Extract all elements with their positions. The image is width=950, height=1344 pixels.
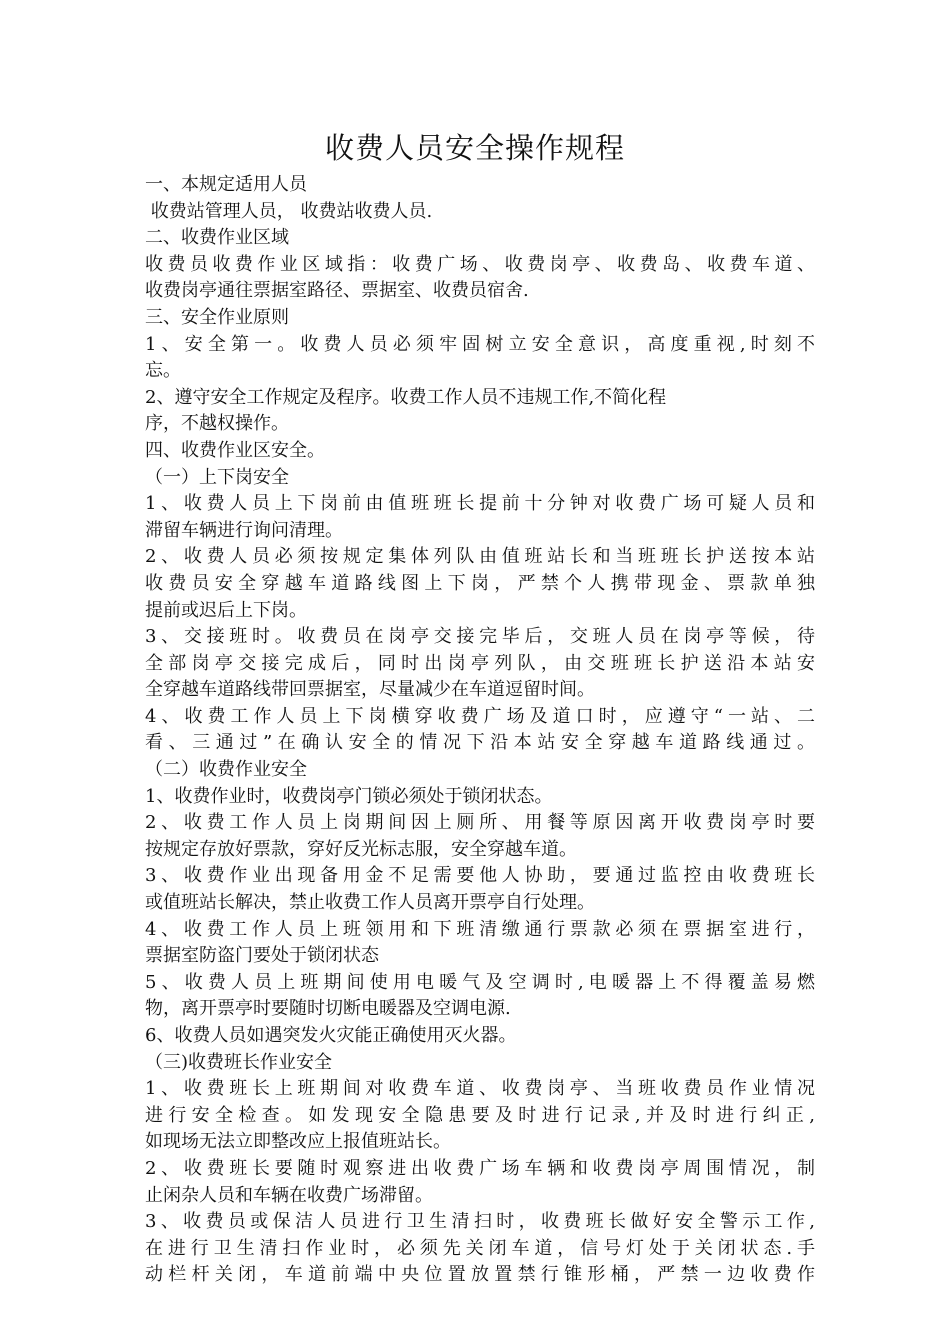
- subsection-heading-monitor-safety: （三)收费班长作业安全: [145, 1051, 333, 1073]
- text-line: 收费站管理人员， 收费站收费人员.: [145, 200, 433, 222]
- text-line: 4、收费工作人员上班领用和下班清缴通行票款必须在票据室进行，: [145, 918, 815, 940]
- text-line: 收费员安全穿越车道路线图上下岗，严禁个人携带现金、票款单独: [145, 572, 815, 594]
- text-line: 3、交接班时。收费员在岗亭交接完毕后，交班人员在岗亭等候，待: [145, 626, 815, 648]
- text-line: 3、收费作业出现备用金不足需要他人协助，要通过监控由收费班长: [145, 865, 815, 887]
- text-line: 动栏杆关闭，车道前端中央位置放置禁行锥形桶，严禁一边收费作: [145, 1264, 815, 1286]
- text-line: 止闲杂人员和车辆在收费广场滞留。: [145, 1184, 433, 1206]
- text-line: 2、收费工作人员上岗期间因上厕所、用餐等原因离开收费岗亭时要: [145, 812, 815, 834]
- section-heading-applicable-personnel: 一、本规定适用人员: [145, 174, 307, 195]
- text-line: 忘。: [145, 360, 181, 382]
- text-line: 看、三通过”在确认安全的情况下沿本站安全穿越车道路线通过。: [145, 732, 815, 754]
- text-line: 序，不越权操作。: [145, 413, 289, 435]
- text-line: 1、收费人员上下岗前由值班班长提前十分钟对收费广场可疑人员和: [145, 493, 815, 515]
- section-heading-work-zone-safety: 四、收费作业区安全。: [145, 439, 325, 461]
- text-line: 收费员收费作业区域指：收费广场、收费岗亭、收费岛、收费车道、: [145, 253, 815, 275]
- text-line: 6、收费人员如遇突发火灾能正确使用灭火器。: [145, 1025, 517, 1046]
- text-line: 全部岗亭交接完成后，同时出岗亭列队，由交班班长护送沿本站安: [145, 652, 815, 674]
- text-line: 票据室防盗门要处于锁闭状态: [145, 945, 379, 967]
- text-line: 1、收费班长上班期间对收费车道、收费岗亭、当班收费员作业情况: [145, 1078, 815, 1100]
- text-line: 按规定存放好票款，穿好反光标志服，安全穿越车道。: [145, 838, 577, 860]
- text-line: 进行安全检查。如发现安全隐患要及时进行记录,并及时进行纠正,: [145, 1104, 815, 1126]
- text-line: 2、收费人员必须按规定集体列队由值班站长和当班班长护送按本站: [145, 546, 815, 568]
- subsection-heading-shift-safety: （一）上下岗安全: [145, 466, 289, 488]
- section-heading-safety-principles: 三、安全作业原则: [145, 306, 289, 328]
- subsection-heading-toll-work-safety: （二）收费作业安全: [145, 759, 307, 781]
- text-line: 1、收费作业时，收费岗亭门锁必须处于锁闭状态。: [145, 785, 553, 807]
- text-line: 如现场无法立即整改应上报值班站长。: [145, 1131, 451, 1153]
- text-line: 4、收费工作人员上下岗横穿收费广场及道口时，应遵守“一站、二: [145, 705, 815, 727]
- text-line: 在进行卫生清扫作业时，必须先关闭车道，信号灯处于关闭状态.手: [145, 1237, 815, 1259]
- text-line: 5、收费人员上班期间使用电暖气及空调时,电暖器上不得覆盖易燃: [145, 971, 815, 993]
- document-body: [145, 172, 815, 1289]
- text-line: 1、安全第一。收费人员必须牢固树立安全意识，高度重视,时刻不: [145, 333, 815, 355]
- text-line: 2、遵守安全工作规定及程序。收费工作人员不违规工作,不简化程: [145, 386, 667, 408]
- text-line: 3、收费员或保洁人员进行卫生清扫时，收费班长做好安全警示工作,: [145, 1211, 815, 1233]
- text-line: 全穿越车道路线带回票据室，尽量减少在车道逗留时间。: [145, 679, 595, 701]
- text-line: 收费岗亭通往票据室路径、票据室、收费员宿舍.: [145, 280, 529, 302]
- document-title: 收费人员安全操作规程: [324, 131, 625, 165]
- text-line: 2、收费班长要随时观察进出收费广场车辆和收费岗亭周围情况，制: [145, 1157, 815, 1179]
- text-line: 滞留车辆进行询问清理。: [145, 519, 343, 541]
- text-line: 或值班站长解决，禁止收费工作人员离开票亭自行处理。: [145, 892, 595, 914]
- section-heading-work-area: 二、收费作业区域: [145, 227, 289, 249]
- text-line: 提前或迟后上下岗。: [145, 599, 307, 621]
- text-line: 物，离开票亭时要随时切断电暖器及空调电源.: [145, 998, 511, 1020]
